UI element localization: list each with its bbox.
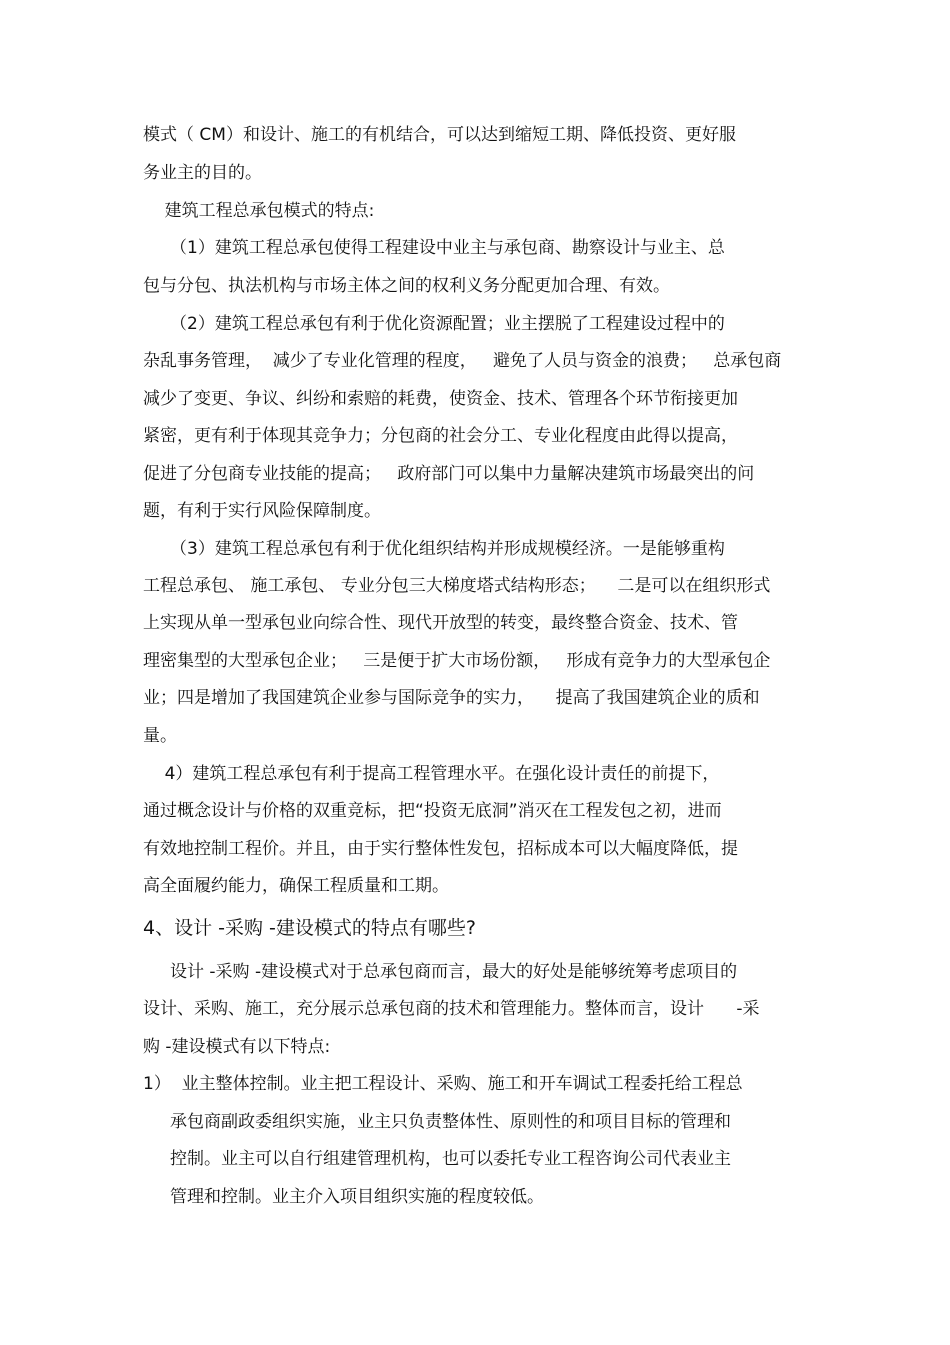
section-heading: 4、设计 -采购 -建设模式的特点有哪些? — [143, 917, 476, 939]
text-line: 通过概念设计与价格的双重竞标，把“投资无底洞”消灭在工程发包之初，进而 — [143, 801, 722, 821]
text-line: 题，有利于实行风险保障制度。 — [143, 501, 381, 521]
text-line: 设计 -采购 -建设模式对于总承包商而言，最大的好处是能够统筹考虑项目的 — [143, 962, 738, 982]
text-line: 建筑工程总承包模式的特点: — [143, 201, 375, 221]
text-line: 业；四是增加了我国建筑企业参与国际竞争的实力， 提高了我国建筑企业的质和 — [143, 688, 760, 708]
text-line: 务业主的目的。 — [143, 163, 262, 183]
text-line: 促进了分包商专业技能的提高； 政府部门可以集中力量解决建筑市场最突出的问 — [143, 464, 755, 484]
text-line: 紧密，更有利于体现其竞争力；分包商的社会分工、专业化程度由此得以提高， — [143, 426, 738, 446]
text-line: 量。 — [143, 726, 177, 746]
text-line: 高全面履约能力，确保工程质量和工期。 — [143, 876, 449, 896]
text-line: 工程总承包、 施工承包、 专业分包三大梯度塔式结构形态； 二是可以在组织形式 — [143, 576, 771, 596]
text-line: 购 -建设模式有以下特点: — [143, 1037, 331, 1057]
text-line: （1）建筑工程总承包使得工程建设中业主与承包商、勘察设计与业主、总 — [143, 238, 725, 258]
text-line: 管理和控制。业主介入项目组织实施的程度较低。 — [143, 1187, 545, 1207]
text-line: 理密集型的大型承包企业； 三是便于扩大市场份额， 形成有竞争力的大型承包企 — [143, 651, 771, 671]
text-line: 模式（ CM）和设计、施工的有机结合，可以达到缩短工期、降低投资、更好服 — [143, 125, 736, 145]
text-line: 承包商副政委组织实施，业主只负责整体性、原则性的和项目目标的管理和 — [143, 1112, 732, 1132]
text-line: （3）建筑工程总承包有利于优化组织结构并形成规模经济。一是能够重构 — [143, 539, 725, 559]
text-line: 减少了变更、争议、纠纷和索赔的耗费，使资金、技术、管理各个环节衔接更加 — [143, 389, 738, 409]
text-line: 4）建筑工程总承包有利于提高工程管理水平。在强化设计责任的前提下， — [143, 764, 720, 784]
text-line: 有效地控制工程价。并且，由于实行整体性发包，招标成本可以大幅度降低，提 — [143, 839, 738, 859]
text-line: （2）建筑工程总承包有利于优化资源配置；业主摆脱了工程建设过程中的 — [143, 314, 725, 334]
text-line: 包与分包、执法机构与市场主体之间的权利义务分配更加合理、有效。 — [143, 276, 670, 296]
text-line: 1） 业主整体控制。业主把工程设计、采购、施工和开车调试工程委托给工程总 — [143, 1074, 743, 1094]
text-line: 杂乱事务管理， 减少了专业化管理的程度， 避免了人员与资金的浪费； 总承包商 — [143, 351, 782, 371]
text-line: 设计、采购、施工，充分展示总承包商的技术和管理能力。整体而言，设计 -采 — [143, 999, 760, 1019]
text-line: 上实现从单一型承包业向综合性、现代开放型的转变，最终整合资金、技术、管 — [143, 613, 738, 633]
text-line: 控制。业主可以自行组建管理机构，也可以委托专业工程咨询公司代表业主 — [143, 1149, 732, 1169]
